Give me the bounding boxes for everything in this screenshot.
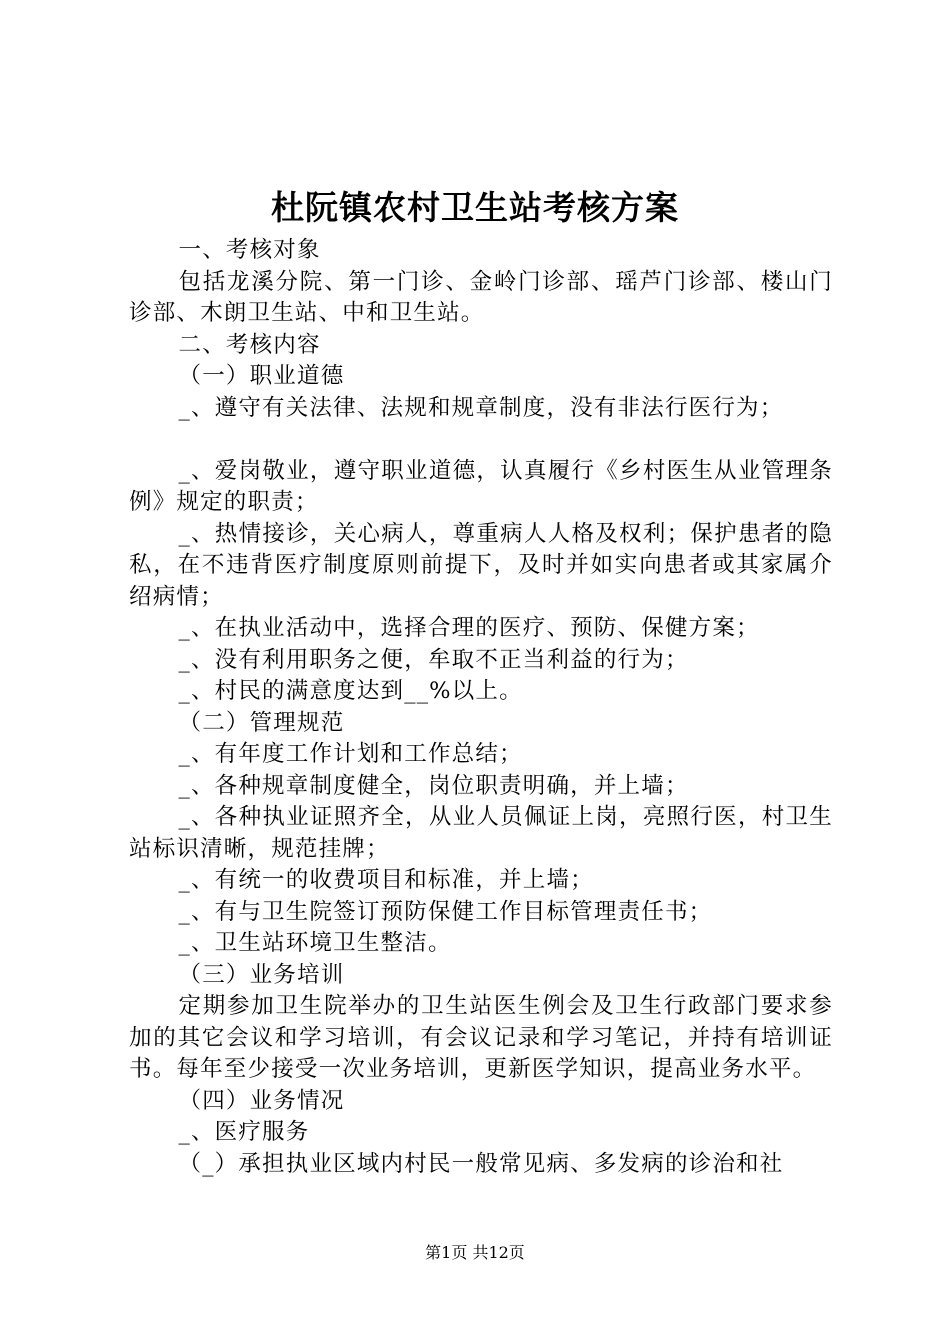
list-item: _、医疗服务 — [178, 1119, 310, 1145]
document-title: 杜阮镇农村卫生站考核方案 — [271, 188, 679, 227]
subsection-heading: （一）职业道德 — [178, 363, 345, 389]
list-item: _、没有利用职务之便，牟取不正当利益的行为； — [178, 646, 689, 673]
list-item: _、热情接诊，关心病人，尊重病人人格及权利；保护患者的隐私，在不违背医疗制度原则前提下，及时并如实向患者或其家属介绍病情； — [129, 520, 833, 610]
paragraph: 定期参加卫生院举办的卫生站医生例会及卫生行政部门要求参加的其它会议和学习培训，有会议记录和学习笔记，并持有培训证书。每年至少接受一次业务培训，更新医学知识，提高业务水平。 — [129, 993, 833, 1082]
subsection-heading: （二）管理规范 — [178, 709, 345, 736]
list-item: _、各种规章制度健全，岗位职责明确，并上墙； — [178, 772, 689, 799]
list-item: _、卫生站环境卫生整洁。 — [178, 930, 452, 956]
list-item: _、村民的满意度达到__%以上。 — [178, 678, 523, 704]
subsection-heading: （四）业务情况 — [178, 1087, 345, 1114]
subsection-heading: （三）业务培训 — [178, 961, 345, 988]
section-heading-2: 二、考核内容 — [178, 331, 321, 358]
document-body — [129, 235, 833, 1180]
list-item: （_）承担执业区域内村民一般常见病、多发病的诊治和社 — [178, 1150, 784, 1177]
list-item: _、遵守有关法律、法规和规章制度，没有非法行医行为； — [178, 394, 784, 421]
list-item: _、各种执业证照齐全，从业人员佩证上岗，亮照行医，村卫生站标识清晰，规范挂牌； — [129, 804, 833, 862]
paragraph: 包括龙溪分院、第一门诊、金岭门诊部、瑶芦门诊部、楼山门诊部、木朗卫生站、中和卫生站。 — [129, 268, 833, 326]
section-heading-1: 一、考核对象 — [178, 237, 321, 263]
list-item: _、有与卫生院签订预防保健工作目标管理责任书； — [178, 898, 713, 925]
list-item: _、爱岗敬业，遵守职业道德，认真履行《乡村医生从业管理条例》规定的职责； — [129, 457, 833, 515]
blank-line — [129, 424, 833, 456]
list-item: _、有统一的收费项目和标准，并上墙； — [178, 867, 594, 893]
list-item: _、在执业活动中，选择合理的医疗、预防、保健方案； — [178, 615, 760, 641]
page-footer: 第1页 共12页 — [425, 1243, 525, 1262]
list-item: _、有年度工作计划和工作总结； — [178, 741, 523, 767]
